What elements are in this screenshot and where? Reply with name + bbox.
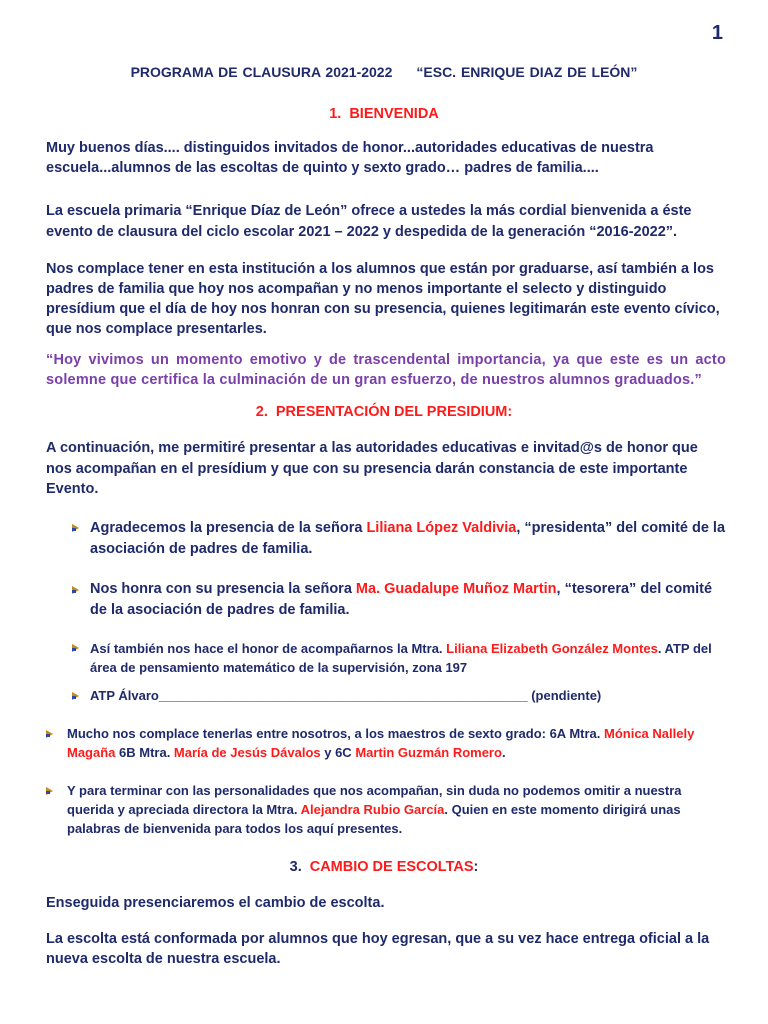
bullet-text: 6B Mtra. <box>115 745 174 760</box>
bullet-text: . ATP del área de pensamiento matemático de la supervisión, zona 197 <box>90 641 712 675</box>
heading-label: BIENVENIDA <box>349 106 439 122</box>
bullet-text: Agradecemos la presencia de la señora <box>90 520 367 536</box>
guest-name: Ma. Guadalupe Muñoz Martin <box>355 581 557 597</box>
guest-name: Liliana Elizabeth González Montes <box>446 641 658 656</box>
guest-name: Martin Guzmán Romero <box>355 745 502 760</box>
bullet-directora <box>67 781 727 838</box>
guest-name: Liliana López Valdivia <box>366 520 517 536</box>
bullet-arrow-icon <box>72 692 79 700</box>
bullet-atp-alvaro: ATP Álvaro___________________________________________________ (pendiente) <box>90 688 602 703</box>
guest-name: María de Jesús Dávalos <box>173 745 321 760</box>
heading-label: PRESENTACIÓN DEL PRESIDIUM: <box>275 404 513 420</box>
bullet-atp-montes <box>90 639 730 677</box>
bullet-arrow-icon <box>46 787 53 795</box>
bullet-text: Así también nos hace el honor de acompañarnos la Mtra. <box>90 641 447 656</box>
heading-bienvenida <box>0 106 768 122</box>
paragraph-greeting: Muy buenos días.... distinguidos invitados de honor...autoridades educativas de nuestra escuela...alumnos de las escoltas de quinto y sexto grado… padres de familia.... <box>46 140 654 176</box>
title-program: PROGRAMA DE CLAUSURA 2021-2022 <box>130 64 393 80</box>
bullet-text: Nos honra con su presencia la señora <box>90 581 356 597</box>
bullet-text: , “tesorera” del comité de la asociación de padres de familia. <box>90 581 713 618</box>
bullet-text: y 6C <box>320 745 356 760</box>
bullet-text: . Quien en este momento dirigirá unas palabras de bienvenida para todos los aquí presentes. <box>67 802 681 836</box>
bullet-text: Y para terminar con las personalidades que nos acompañan, sin duda no podemos omitir a nuestra querida y apreciada directora la Mtra. <box>67 783 682 817</box>
paragraph-presentation: A continuación, me permitiré presentar a las autoridades educativas e invitad@s de honor que nos acompañan en el presídium y que con su presencia darán constancia de este importante Evento. <box>46 440 698 497</box>
bullet-tesorera <box>90 579 730 621</box>
paragraph-welcome: La escuela primaria “Enrique Díaz de León” ofrece a ustedes la más cordial bienvenida a éste evento de clausura del ciclo escolar 2021 – 2022 y despedida de la generación “2016-2022”. <box>46 203 692 240</box>
heading-colon: : <box>473 859 479 875</box>
bullet-text: . <box>501 745 506 760</box>
bullet-arrow-icon <box>72 586 79 594</box>
bullet-arrow-icon <box>72 644 79 652</box>
bullet-arrow-icon <box>46 730 53 738</box>
bullet-text: , “presidenta” del comité de la asociación de padres de familia. <box>90 520 726 557</box>
heading-escoltas <box>0 859 768 875</box>
bullet-teachers <box>67 724 727 762</box>
heading-number: 3. <box>289 859 302 875</box>
page-number: 1 <box>711 22 723 44</box>
paragraph-escolta: La escolta está conformada por alumnos que hoy egresan, que a su vez hace entrega oficial a la nueva escolta de nuestra escuela. <box>46 931 710 967</box>
document-title <box>0 64 768 80</box>
heading-label: CAMBIO DE ESCOLTAS <box>309 859 474 875</box>
guest-name: Alejandra Rubio García <box>300 802 445 817</box>
paragraph-cambio: Enseguida presenciaremos el cambio de escolta. <box>46 895 385 911</box>
heading-number: 1. <box>329 106 342 122</box>
paragraph-graduates: Nos complace tener en esta institución a los alumnos que están por graduarse, así también a los padres de familia que hoy nos acompañan y no menos importante el selecto y distinguido presídium que el día de hoy nos honran con su presencia, quienes legitimarán este evento cívico, que nos complace presentarles. <box>46 261 720 337</box>
title-school: “ESC. ENRIQUE DIAZ DE LEÓN” <box>416 64 638 80</box>
paragraph-quote: “Hoy vivimos un momento emotivo y de trascendental importancia, ya que este es un acto solemne que certifica la culminación de un gran esfuerzo, de nuestros alumnos graduados.” <box>46 352 726 388</box>
heading-number: 2. <box>255 404 268 420</box>
heading-presidium <box>0 404 768 420</box>
bullet-arrow-icon <box>72 524 79 532</box>
guest-name: Mónica Nallely Magaña <box>67 726 695 760</box>
bullet-text: Mucho nos complace tenerlas entre nosotros, a los maestros de sexto grado: 6A Mtra. <box>67 726 604 741</box>
bullet-presidenta <box>90 518 730 560</box>
